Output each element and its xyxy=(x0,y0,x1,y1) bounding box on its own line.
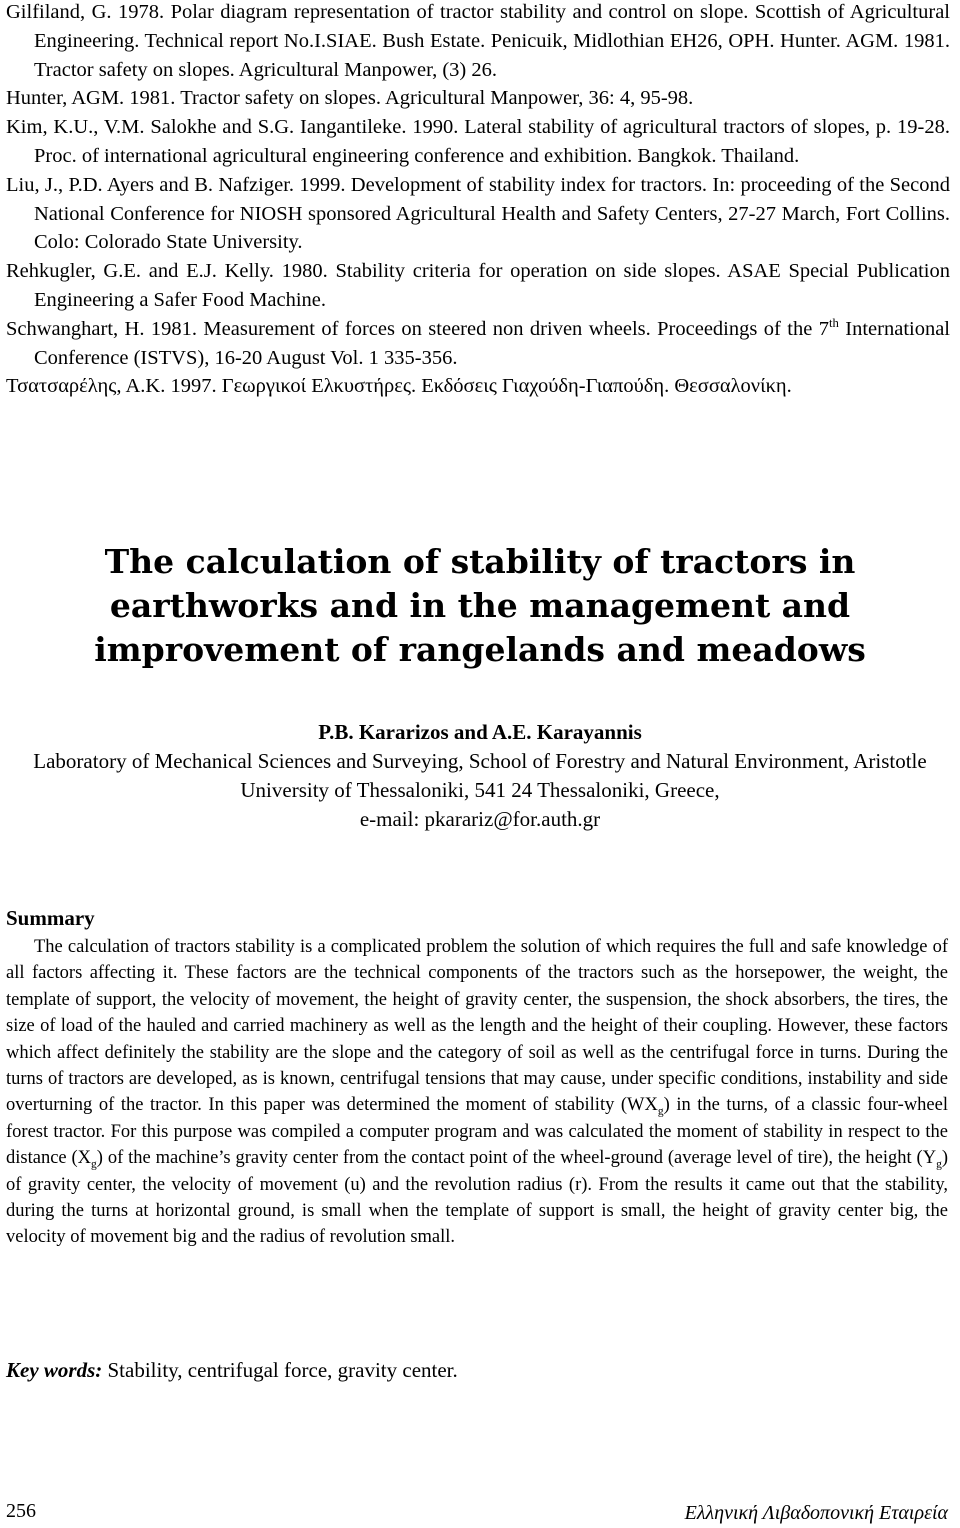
author-block xyxy=(10,718,950,834)
reference-schwanghart-text: Schwanghart, H. 1981. Measurement of forces on steered non driven wheels. Proceedings of the 7 xyxy=(6,317,829,340)
affiliation: Laboratory of Mechanical Sciences and Surveying, School of Forestry and Natural Environment, Aristotle University of Thessaloniki, 541 24 Thessaloniki, Greece, xyxy=(33,749,927,802)
keywords xyxy=(6,1356,458,1384)
reference-schwanghart xyxy=(6,315,950,373)
footer-society: Ελληνική Λιβαδοπονική Εταιρεία xyxy=(684,1502,948,1524)
reference-tsatsarelis: Τσατσαρέλης, Α.Κ. 1997. Γεωργικοί Ελκυστήρες. Εκδόσεις Γιαχούδη-Γιαπούδη. Θεσσαλονίκη. xyxy=(6,375,792,398)
reference-schwanghart-text-end: International Conference (ISTVS), 16-20 August Vol. 1 335-356. xyxy=(34,317,951,369)
summary-heading: Summary xyxy=(6,906,95,930)
summary-body xyxy=(6,934,948,1251)
keywords-label: Key words: xyxy=(6,1358,103,1382)
email: e-mail: pkarariz@for.auth.gr xyxy=(359,807,601,831)
reference-liu: Liu, J., P.D. Ayers and B. Nafziger. 1999. Development of stability index for tractors. In: proceeding of the Second National Conference for NIOSH sponsored Agricultural Health and Safety Centers, 27-27 March, Fort Collins. Colo: Colorado State University. xyxy=(6,173,950,254)
authors: P.B. Kararizos and A.E. Karayannis xyxy=(318,720,642,744)
summary-text-4: ) of gravity center, the velocity of movement (u) and the revolution radius (r). From the results it came out that the stability, during the turns at horizontal ground, is small when the template of support is small, the height of gravity center big, the velocity of movement big and the radius of revolution small. xyxy=(6,1148,948,1248)
summary-text-2: ) in the turns, of a classic four-wheel forest tractor. For this purpose was compiled a computer program and was calculated the moment of stability in respect to the distance (X xyxy=(6,1095,948,1169)
summary-subscript-1: g xyxy=(657,1106,664,1119)
paper-title: The calculation of stability of tractors in earthworks and in the management and improvement of rangelands and meadows xyxy=(94,542,866,669)
reference-gilfiland: Gilfiland, G. 1978. Polar diagram representation of tractor stability and control on slope. Scottish of Agricultural Engineering. Technical report No.I.SIAE. Bush Estate. Penicuik, Midlothian EH26, OPH. Hunter. AGM. 1981. Tractor safety on slopes. Agricultural Manpower, (3) 26. xyxy=(6,1,950,81)
summary-text-3: ) of the machine’s gravity center from the contact point of the wheel-ground (average level of tire), the height (Y xyxy=(96,1148,937,1169)
reference-schwanghart-superscript: th xyxy=(828,315,839,330)
summary-subscript-2: g xyxy=(91,1158,97,1171)
reference-list xyxy=(6,0,950,401)
reference-hunter: Hunter, AGM. 1981. Tractor safety on slopes. Agricultural Manpower, 36: 4, 95-98. xyxy=(6,87,694,110)
summary-text-1: The calculation of tractors stability is a complicated problem the solution of which requires the full and safe knowledge of all factors affecting it. These factors are the technical components of the tractors such as the horsepower, the weight, the template of support, the velocity of movement, the height of gravity center, the suspension, the shock absorbers, the tires, the size of load of the hauled and carried machinery as well as the length and the height of their coupling. However, these factors which affect definitely the stability are the slope and the category of soil as well as the centrifugal force in turns. During the turns of tractors are developed, as is known, centrifugal tensions that may cause, under specific conditions, instability and side overturning of the tractor. In this paper was determined the moment of stability (WX xyxy=(6,937,948,1116)
summary-subscript-3: g xyxy=(936,1158,942,1171)
reference-kim: Kim, K.U., V.M. Salokhe and S.G. Iangantileke. 1990. Lateral stability of agricultural tractors of slopes, p. 19-28. Proc. of international agricultural engineering conference and exhibition. Bangkok. Thailand. xyxy=(6,116,950,167)
keywords-text: Stability, centrifugal force, gravity center. xyxy=(102,1358,458,1382)
page-number: 256 xyxy=(6,1500,36,1522)
reference-rehkugler: Rehkugler, G.E. and E.J. Kelly. 1980. Stability criteria for operation on side slopes. ASAE Special Publication Engineering a Safer Food Machine. xyxy=(6,260,950,311)
